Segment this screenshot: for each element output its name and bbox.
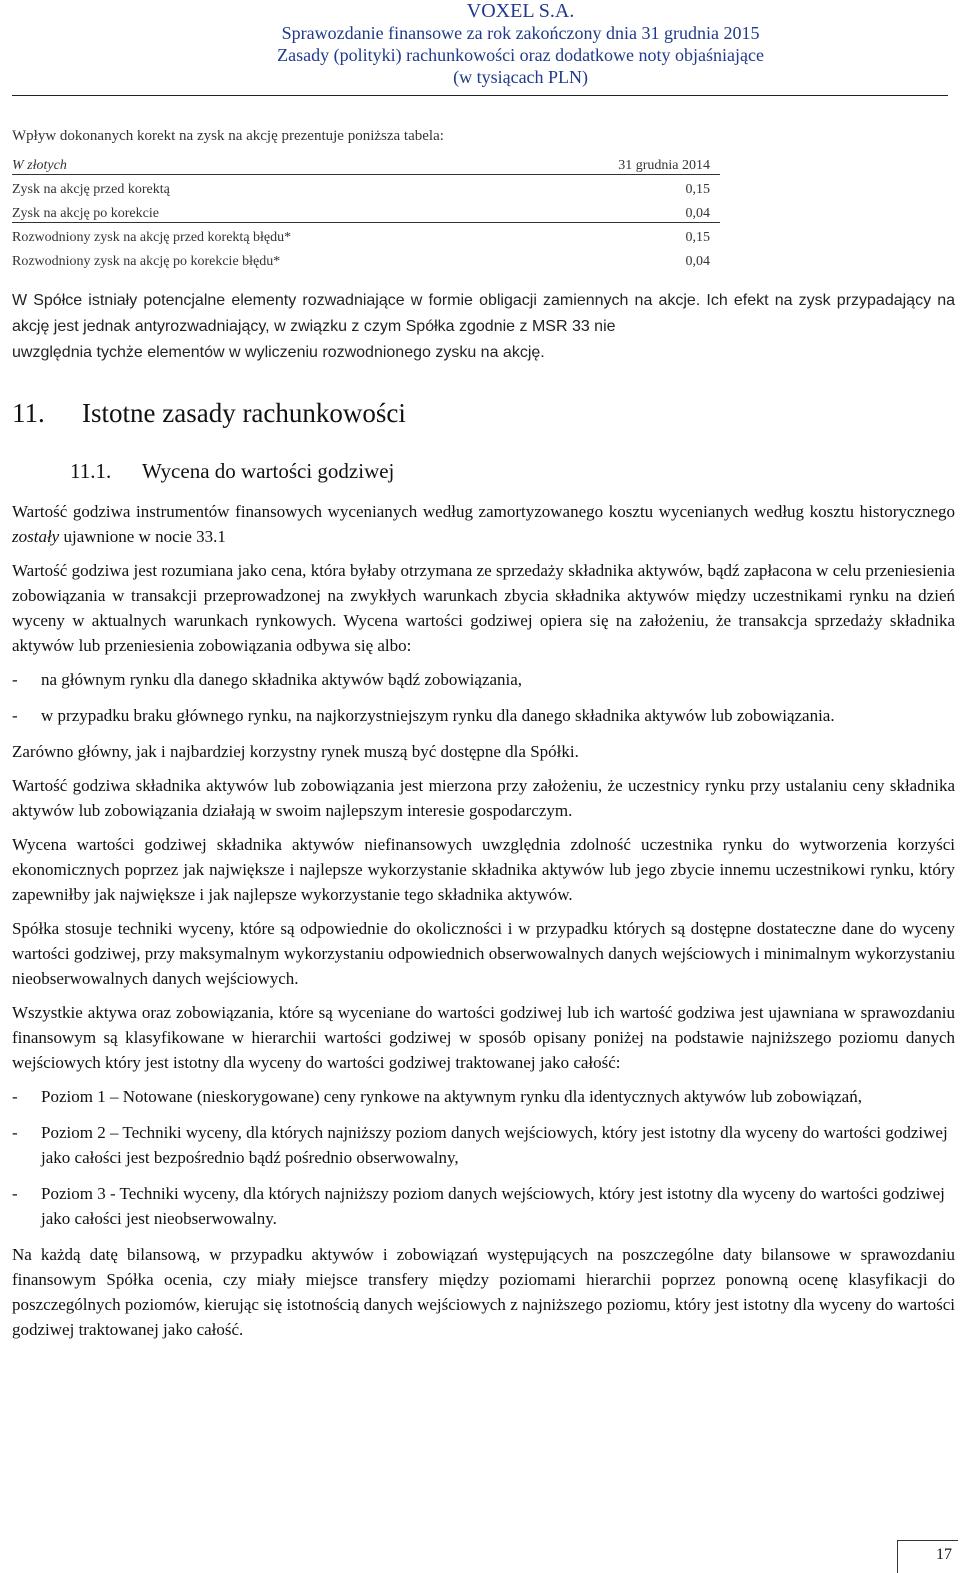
paragraph: Wartość godziwa składnika aktywów lub zobowiązania jest mierzona przy założeniu, że uczestnicy rynku przy ustalaniu ceny składnika aktywów lub zobowiązania działają w swoim najlepszym interesie gospodarczym. [12,776,955,820]
bullet-dash: - [12,706,18,725]
paragraph: Spółka stosuje techniki wyceny, które są odpowiednie do okoliczności i w przypadku których są dostępne dostateczne dane do wyceny wartości godziwej, przy maksymalnym wykorzystaniu odpowiednich obserwowalnych danych wejściowych i minimalnym wykorzystaniu nieobserwowalnych danych wejściowych. [12,919,955,988]
paragraph: Wszystkie aktywa oraz zobowiązania, które są wyceniane do wartości godziwej lub ich wartość godziwa jest ujawniana w sprawozdaniu finansowym są klasyfikowane w hierarchii wartości godziwej w sposób opisany poniżej na podstawie najniższego poziomu danych wejściowych który jest istotny dla wyceny do wartości godziwej traktowanej jako całość: [12,1003,955,1072]
subsection-heading [70,459,394,484]
table-row [12,174,720,198]
row-label: Rozwodniony zysk na akcję przed korektą błędu* [12,230,292,245]
table-header-value: 31 grudnia 2014 [531,150,720,174]
table-header-row [12,150,720,174]
list-item-text: w przypadku braku głównego rynku, na najkorzystniejszym rynku dla danego składnika aktywów lub zobowiązania. [41,706,835,725]
section-heading [12,398,406,429]
dilution-paragraph [12,288,955,366]
paragraph: Wycena wartości godziwej składnika aktywów niefinansowych uwzględnia zdolność uczestnika rynku do wytworzenia korzyści ekonomicznych poprzez jak największe i najlepsze wykorzystanie składnika aktywów lub jego zbycie innemu uczestnikowi rynku, który zapewniłby jak największe i jak najlepsze wykorzystanie tego składnika aktywów. [12,835,955,904]
list-item-text: na głównym rynku dla danego składnika aktywów bądź zobowiązania, [41,670,523,689]
paragraph-text: Wartość godziwa instrumentów finansowych wycenianych według zamortyzowanego kosztu wycenianych według kosztu historycznego [12,502,955,521]
list-item [12,1181,955,1231]
row-value: 0,04 [531,198,720,222]
row-value: 0,15 [685,230,710,245]
section-number: 11. [12,398,45,428]
document-header [277,0,764,88]
table-row [12,198,720,222]
table-row [12,246,720,270]
subsection-number: 11.1. [70,459,112,483]
row-label: Zysk na akcję przed korektą [12,182,170,197]
paragraph: Zarówno główny, jak i najbardziej korzystny rynek muszą być dostępne dla Spółki. [12,742,579,761]
company-name: VOXEL S.A. [466,0,575,22]
paragraph [12,499,955,549]
table-row [12,222,720,246]
currency-note: (w tysiącach PLN) [453,67,589,87]
bullet-dash: - [12,670,18,689]
paragraph: Wartość godziwa jest rozumiana jako cena, która byłaby otrzymana ze sprzedaży składnika aktywów, bądź zapłacona w celu przeniesienia zobowiązania w transakcji przeprowadzonej na zwykłych warunkach zbycia składnika aktywów między uczestnikami rynku na dzień wyceny w aktualnych warunkach rynkowych. Wycena wartości godziwej opiera się na założeniu, że transakcja sprzedaży składnika aktywów lub przeniesienia zobowiązania odbywa się albo: [12,561,955,655]
bullet-dash: - [12,1087,18,1106]
bullet-dash: - [12,1123,18,1142]
eps-correction-table [12,150,720,270]
list-item-text: Poziom 1 – Notowane (nieskorygowane) ceny rynkowe na aktywnym rynku dla identycznych aktywów lub zobowiązań, [41,1087,862,1106]
list-item [12,703,955,728]
paragraph-text: ujawnione w nocie 33.1 [59,527,226,546]
report-title: Sprawozdanie finansowe za rok zakończony dnia 31 grudnia 2015 [281,23,760,43]
paragraph-italic: zostały [12,527,60,546]
subsection-title: Wycena do wartości godziwej [142,459,395,483]
section-title: Istotne zasady rachunkowości [82,398,406,428]
bullet-dash: - [12,1184,18,1203]
row-value: 0,15 [685,182,710,197]
header-divider [12,95,948,96]
dilution-text-end: uwzględnia tychże elementów w wyliczeniu rozwodnionego zysku na akcję. [12,344,545,361]
row-label: Zysk na akcję po korekcie [12,198,531,222]
list-item [12,1120,955,1170]
row-value: 0,04 [685,253,710,269]
list-item [12,667,955,692]
table-intro: Wpływ dokonanych korekt na zysk na akcję prezentuje poniższa tabela: [12,128,444,144]
page-number: 17 [936,1546,952,1563]
list-item-text: Poziom 3 - Techniki wyceny, dla których najniższy poziom danych wejściowych, który jest istotny dla wyceny do wartości godziwej jako całości jest nieobserwowalny. [41,1184,945,1228]
row-label: Rozwodniony zysk na akcję po korekcie błędu* [12,253,281,269]
dilution-text: W Spółce istniały potencjalne elementy rozwadniające w formie obligacji zamiennych na akcje. Ich efekt na zysk przypadający na akcję jest jednak antyrozwadniający, w związku z czym Spółka zgodnie z MSR 33 nie [12,292,955,335]
table-header-label: W złotych [12,150,531,174]
list-item [12,1084,955,1109]
paragraph: Na każdą datę bilansową, w przypadku aktywów i zobowiązań występujących na poszczególne daty bilansowe w sprawozdaniu finansowym Spółka ocenia, czy miały miejsce transfery między poziomami hierarchii poprzez ponowną ocenę klasyfikacji do poszczególnych poziomów, kierując się istotnością danych wejściowych z najniższego poziomu, który jest istotny dla wyceny do wartości godziwej traktowanej jako całość. [12,1245,955,1339]
section-body [12,499,955,1351]
report-subtitle: Zasady (polityki) rachunkowości oraz dodatkowe noty objaśniające [277,45,764,65]
list-item-text: Poziom 2 – Techniki wyceny, dla których najniższy poziom danych wejściowych, który jest istotny dla wyceny do wartości godziwej jako całości jest bezpośrednio bądź pośrednio obserwowalny, [41,1123,948,1167]
